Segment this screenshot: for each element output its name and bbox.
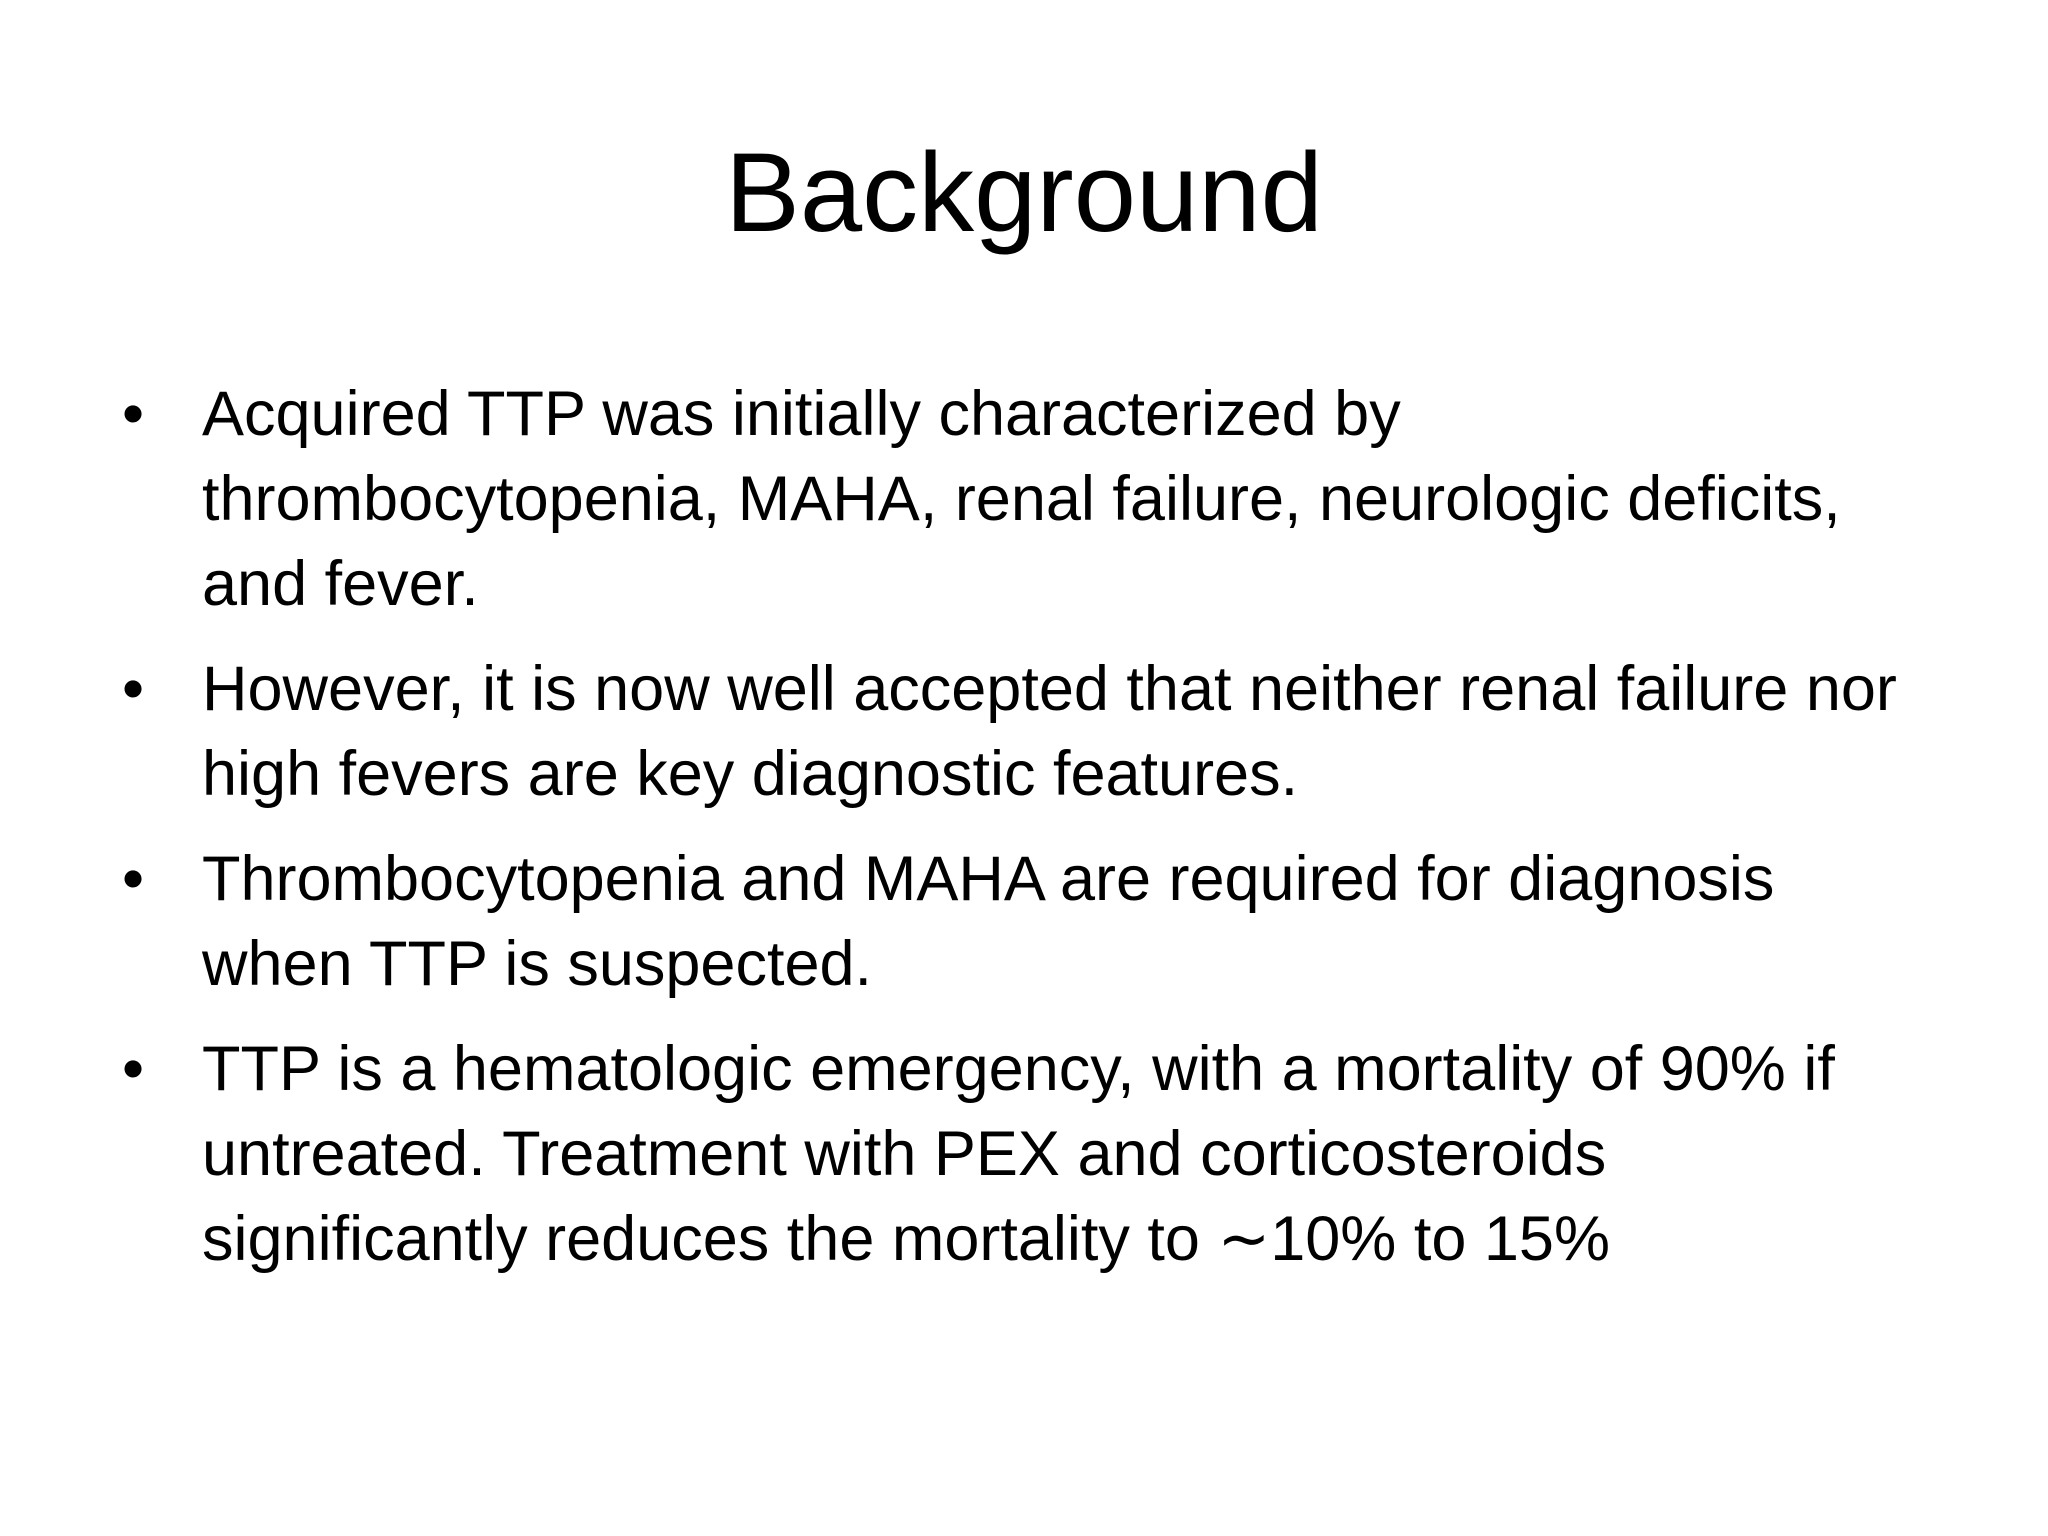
bullet-dot-icon: • xyxy=(122,1034,145,1104)
bullet-text: Acquired TTP was initially characterized by thrombocytopenia, MAHA, renal failure, neurologic deficits, and fever. xyxy=(202,379,1841,619)
bullet-text: However, it is now well accepted that neither renal failure nor high fevers are key diagnostic features. xyxy=(202,654,1897,809)
bullet-item xyxy=(120,837,1900,1007)
bullet-item xyxy=(120,647,1900,817)
slide-title: Background xyxy=(725,130,1323,255)
bullet-item xyxy=(120,1027,1900,1282)
bullet-text: TTP is a hematologic emergency, with a mortality of 90% if untreated. Treatment with PEX and corticosteroids significantly reduces the mortality to ∼10% to 15% xyxy=(202,1034,1835,1274)
bullet-list xyxy=(120,372,1900,1302)
bullet-text: Thrombocytopenia and MAHA are required for diagnosis when TTP is suspected. xyxy=(202,844,1775,999)
bullet-dot-icon: • xyxy=(122,654,145,724)
bullet-dot-icon: • xyxy=(122,379,145,449)
bullet-dot-icon: • xyxy=(122,844,145,914)
bullet-item xyxy=(120,372,1900,627)
